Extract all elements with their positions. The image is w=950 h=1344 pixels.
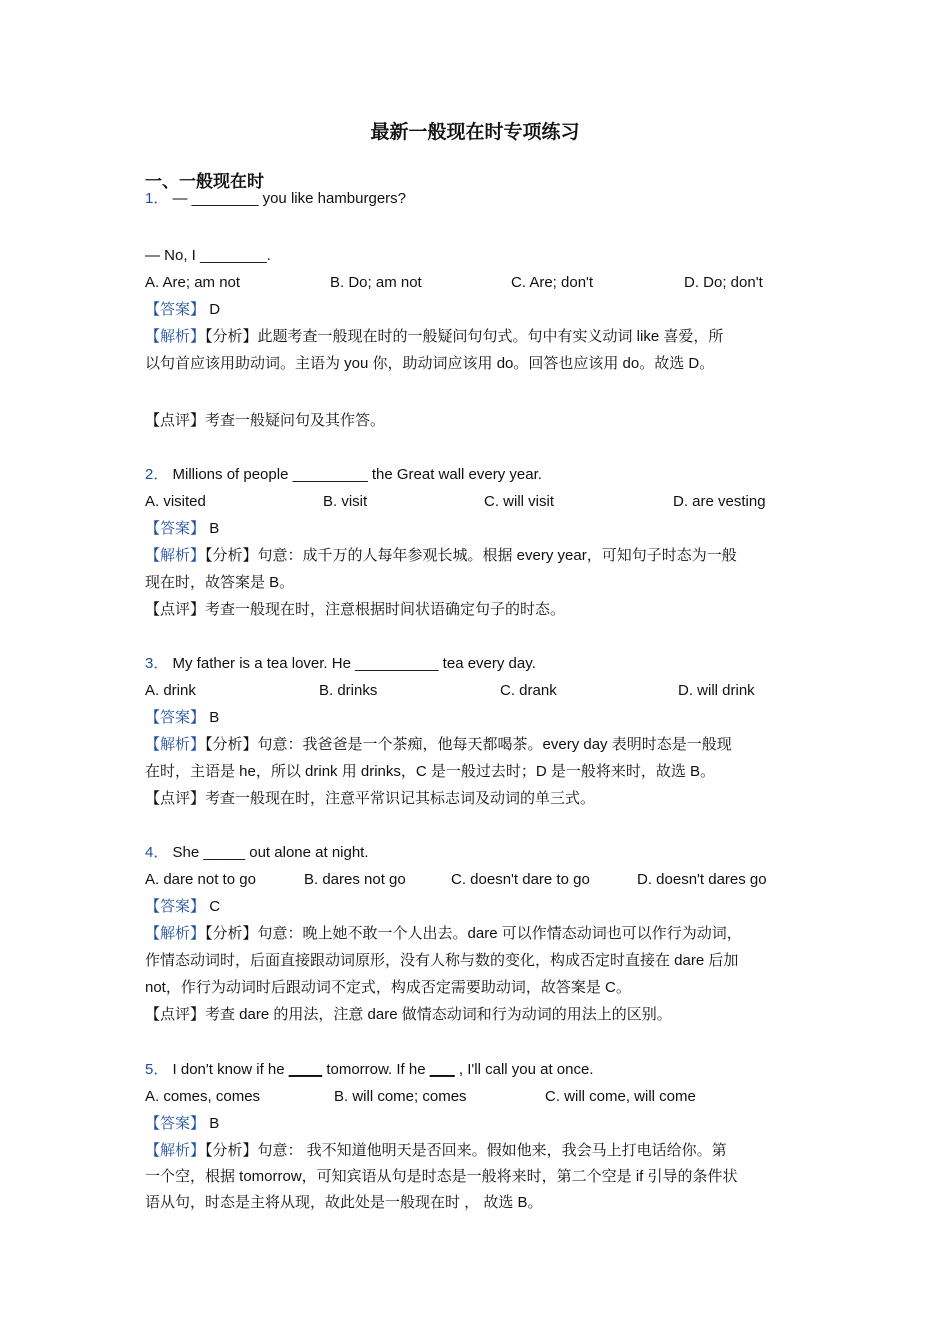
question-text: She _____ out alone at night. <box>172 844 369 861</box>
answer-value: B <box>209 1115 220 1132</box>
answer-tag: 【答案】 <box>145 1115 206 1132</box>
question-number: 4． <box>145 844 169 861</box>
analysis-tag: 【解析】 <box>145 328 206 345</box>
question-text: I don't know if he <box>172 1061 289 1078</box>
option-c: C. Are; don't <box>511 274 594 291</box>
option-d: D. doesn't dares go <box>637 871 767 888</box>
analysis-text: 【分析】句意： 我不知道他明天是否回来。假如他来，我会马上打电话给你。第 <box>205 1142 727 1159</box>
analysis-line <box>145 735 732 755</box>
answer-line <box>145 300 220 320</box>
option-a: A. comes, comes <box>145 1088 261 1105</box>
answer-line <box>145 708 219 728</box>
answer-value: C <box>209 898 221 915</box>
analysis-line <box>145 327 723 347</box>
analysis-line: 作情态动词时，后面直接跟动词原形，没有人称与数的变化，构成否定时直接在 dare 后加 <box>145 952 739 969</box>
option-b: B. Do; am not <box>330 274 422 291</box>
answer-line <box>145 1114 219 1134</box>
analysis-text: 【分析】句意：晚上她不敢一个人出去。dare 可以作情态动词也可以作行为动词， <box>205 925 742 942</box>
question-5-stem <box>145 1060 594 1080</box>
question-text: tomorrow. If he <box>322 1061 430 1078</box>
answer-line <box>145 519 219 539</box>
option-c: C. will come, will come <box>545 1088 696 1105</box>
analysis-text: 【分析】句意：我爸爸是一个茶痴，他每天都喝茶。every day 表明时态是一般现 <box>205 736 732 753</box>
comment-line: 【点评】考查一般疑问句及其作答。 <box>145 412 386 429</box>
question-text: My father is a tea lover. He __________ tea every day. <box>172 655 536 672</box>
option-d: D. Do; don't <box>684 274 763 291</box>
answer-value: D <box>209 301 221 318</box>
option-b: B. will come; comes <box>334 1088 467 1105</box>
option-a: A. dare not to go <box>145 871 256 888</box>
question-2-stem <box>145 465 542 485</box>
analysis-line: 语从句，时态是主将从现，故此处是一般现在时 ， 故选 B。 <box>145 1194 543 1211</box>
question-number: 3． <box>145 655 169 672</box>
blank-2: ___ <box>429 1061 455 1078</box>
analysis-line: not，作行为动词时后跟动词不定式，构成否定需要助动词，故答案是 C。 <box>145 979 631 996</box>
question-4-stem <box>145 843 369 863</box>
question-number: 5． <box>145 1061 169 1078</box>
answer-line <box>145 897 220 917</box>
question-text: Millions of people _________ the Great wall every year. <box>172 466 542 483</box>
option-d: D. are vesting <box>673 493 766 510</box>
page-title: 最新一般现在时专项练习 <box>370 121 580 143</box>
analysis-text: 【分析】此题考查一般现在时的一般疑问句句式。句中有实义动词 like 喜爱，所 <box>205 328 724 345</box>
option-b: B. drinks <box>319 682 378 699</box>
analysis-line <box>145 546 737 566</box>
option-d: D. will drink <box>678 682 755 699</box>
section-heading: 一、一般现在时 <box>145 172 264 192</box>
answer-value: B <box>209 520 220 537</box>
question-text: , I'll call you at once. <box>454 1061 594 1078</box>
analysis-line <box>145 924 742 944</box>
option-c: C. doesn't dare to go <box>451 871 590 888</box>
analysis-line: 一个空，根据 tomorrow，可知宾语从句是时态是一般将来时，第二个空是 if 引导的条件状 <box>145 1168 738 1185</box>
question-1-stem <box>145 189 406 209</box>
question-number: 1． <box>145 190 169 207</box>
answer-tag: 【答案】 <box>145 898 206 915</box>
option-a: A. Are; am not <box>145 274 241 291</box>
analysis-line: 现在时，故答案是 B。 <box>145 574 295 591</box>
question-text: — ________ you like hamburgers? <box>172 190 406 207</box>
analysis-line: 以句首应该用助动词。主语为 you 你，助动词应该用 do。回答也应该用 do。故选 D。 <box>145 355 715 372</box>
option-b: B. visit <box>323 493 368 510</box>
option-c: C. will visit <box>484 493 554 510</box>
question-3-stem <box>145 654 536 674</box>
comment-line: 【点评】考查 dare 的用法，注意 dare 做情态动词和行为动词的用法上的区别。 <box>145 1006 672 1023</box>
question-number: 2． <box>145 466 169 483</box>
blank-1: ____ <box>288 1061 323 1078</box>
analysis-line <box>145 1141 727 1161</box>
analysis-tag: 【解析】 <box>145 1142 206 1159</box>
comment-line: 【点评】考查一般现在时，注意根据时间状语确定句子的时态。 <box>145 601 566 618</box>
comment-line: 【点评】考查一般现在时，注意平常识记其标志词及动词的单三式。 <box>145 790 596 807</box>
option-b: B. dares not go <box>304 871 406 888</box>
answer-tag: 【答案】 <box>145 520 206 537</box>
analysis-text: 【分析】句意：成千万的人每年参观长城。根据 every year，可知句子时态为一般 <box>205 547 737 564</box>
analysis-tag: 【解析】 <box>145 925 206 942</box>
analysis-line: 在时，主语是 he，所以 drink 用 drinks，C 是一般过去时；D 是一般将来时，故选 B。 <box>145 763 716 780</box>
analysis-tag: 【解析】 <box>145 547 206 564</box>
analysis-tag: 【解析】 <box>145 736 206 753</box>
option-a: A. visited <box>145 493 206 510</box>
answer-tag: 【答案】 <box>145 709 206 726</box>
answer-tag: 【答案】 <box>145 301 206 318</box>
answer-value: B <box>209 709 220 726</box>
question-1-reply: — No, I ________. <box>145 247 271 264</box>
option-c: C. drank <box>500 682 557 699</box>
option-a: A. drink <box>145 682 196 699</box>
